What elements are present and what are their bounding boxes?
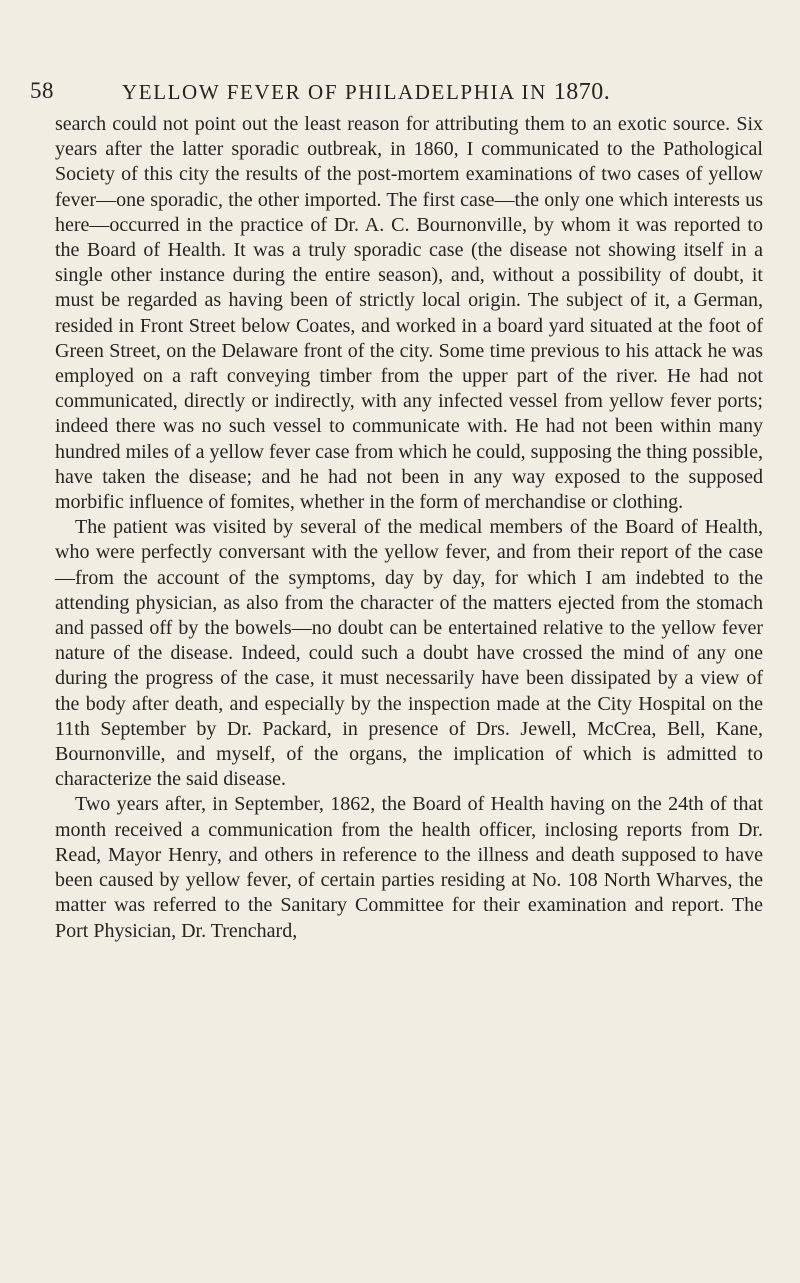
running-head-title: YELLOW FEVER OF PHILADELPHIA IN (122, 80, 547, 104)
running-head-year: 1870. (553, 79, 611, 105)
page-number: 58 (30, 78, 54, 103)
body-text (55, 112, 763, 944)
paragraph-1: search could not point out the least reason for attributing them to an exotic source. Six years after the latter sporadic outbreak, in 1860, I communicated to the Pathological Society of this city the results of the post-mortem examinations of two cases of yellow fever—one sporadic, the other imported. The first case—the only one which interests us here—occurred in the practice of Dr. A. C. Bournonville, by whom it was reported to the Board of Health. It was a truly sporadic case (the disease not showing itself in a single other instance during the entire season), and, without a possibility of doubt, it must be regarded as having been of strictly local origin. The subject of it, a German, resided in Front Street below Coates, and worked in a board yard situated at the foot of Green Street, on the Delaware front of the city. Some time previous to his attack he was employed on a raft conveying timber from the upper part of the river. He had not communicated, directly or indirectly, with any infected vessel from yellow fever ports; indeed there was no such vessel to communicate with. He had not been within many hundred miles of a yellow fever case from which he could, supposing the thing possible, have taken the disease; and he had not been in any way exposed to the supposed morbific influence of fomites, whether in the form of merchandise or clothing. (55, 113, 763, 514)
page-header (30, 78, 770, 108)
paragraph-2: The patient was visited by several of the medical members of the Board of Health, who were perfectly conversant with the yellow fever, and from their report of the case—from the account of the symptoms, day by day, for which I am indebted to the attending physician, as also from the character of the matters ejected from the stomach and passed off by the bowels—no doubt can be entertained relative to the yellow fever nature of the disease. Indeed, could such a doubt have crossed the mind of any one during the progress of the case, it must necessarily have been dissipated by a view of the body after death, and especially by the inspection made at the City Hospital on the 11th September by Dr. Packard, in presence of Drs. Jewell, McCrea, Bell, Kane, Bournonville, and myself, of the organs, the implication of which is admitted to characterize the said disease. (55, 516, 763, 791)
paragraph-3: Two years after, in September, 1862, the Board of Health having on the 24th of that month received a communication from the health officer, inclosing reports from Dr. Read, Mayor Henry, and others in reference to the illness and death supposed to have been caused by yellow fever, of certain parties residing at No. 108 North Wharves, the matter was referred to the Sanitary Committee for their examination and report. The Port Physician, Dr. Trenchard, (55, 793, 763, 942)
running-head (122, 79, 610, 106)
